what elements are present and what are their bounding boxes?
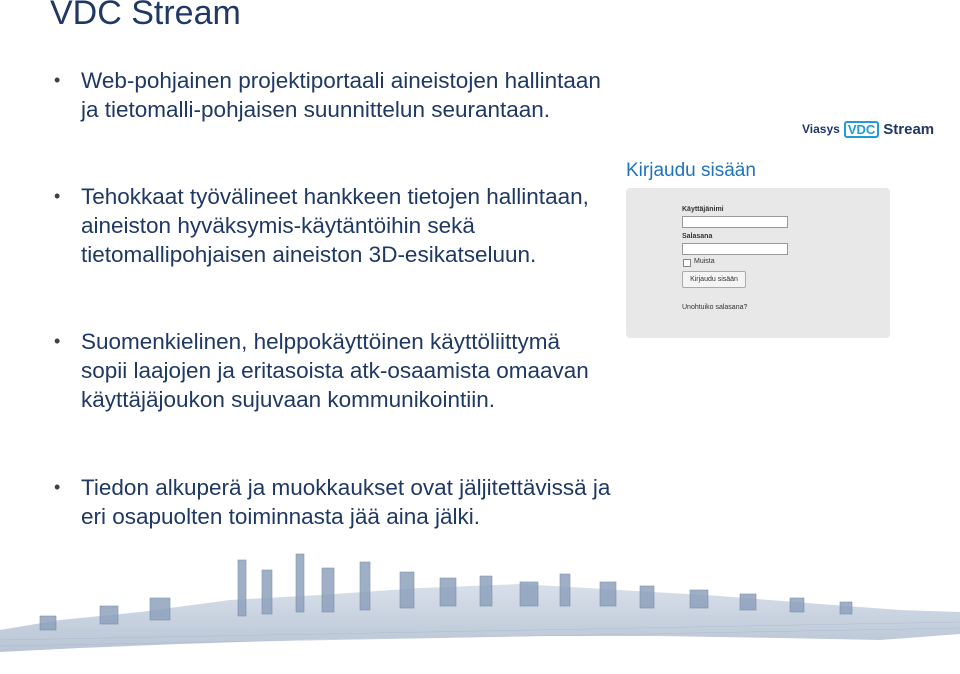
login-form [626,188,890,338]
remember-label: Muista [694,258,715,265]
bullet-item [54,473,614,531]
slide-title: VDC Stream [50,0,241,32]
login-heading: Kirjaudu sisään [626,160,756,181]
bullet-dot-icon: • [54,331,61,351]
bullet-text: Tehokkaat työvälineet hankkeen tietojen hallintaan, aineiston hyväksymis-käytäntöihin sekä tietomallipohjaisen aineiston 3D-esikatseluun. [81,184,589,267]
vdc-stream-logo [802,119,934,139]
password-field[interactable] [682,243,788,255]
login-button[interactable]: Kirjaudu sisään [682,271,746,288]
remember-checkbox[interactable] [683,259,691,267]
username-label: Käyttäjänimi [682,206,724,213]
logo-brand: Viasys [802,122,840,136]
bullet-item [54,182,614,269]
password-label: Salasana [682,233,713,240]
bullet-text: Tiedon alkuperä ja muokkaukset ovat jäljitettävissä ja eri osapuolten toiminnasta jää aina jälki. [81,475,611,529]
bullet-item [54,327,614,414]
bullet-item [54,66,614,124]
bullet-dot-icon: • [54,477,61,497]
bullet-dot-icon: • [54,186,61,206]
bullet-text: Web-pohjainen projektiportaali aineistojen hallintaan ja tietomalli-pohjaisen suunnittelun seurantaan. [81,68,601,122]
city-model-image [0,540,960,674]
username-field[interactable] [682,216,788,228]
bullet-text: Suomenkielinen, helppokäyttöinen käyttöliittymä sopii laajojen ja eritasoista atk-osaamista omaavan käyttäjäjoukon sujuvaan kommunikointiin. [81,329,589,412]
bullet-dot-icon: • [54,70,61,90]
forgot-password-link[interactable]: Unohtuiko salasana? [682,304,748,311]
logo-vdc-mark: VDC [844,121,879,138]
logo-stream: Stream [883,120,935,138]
